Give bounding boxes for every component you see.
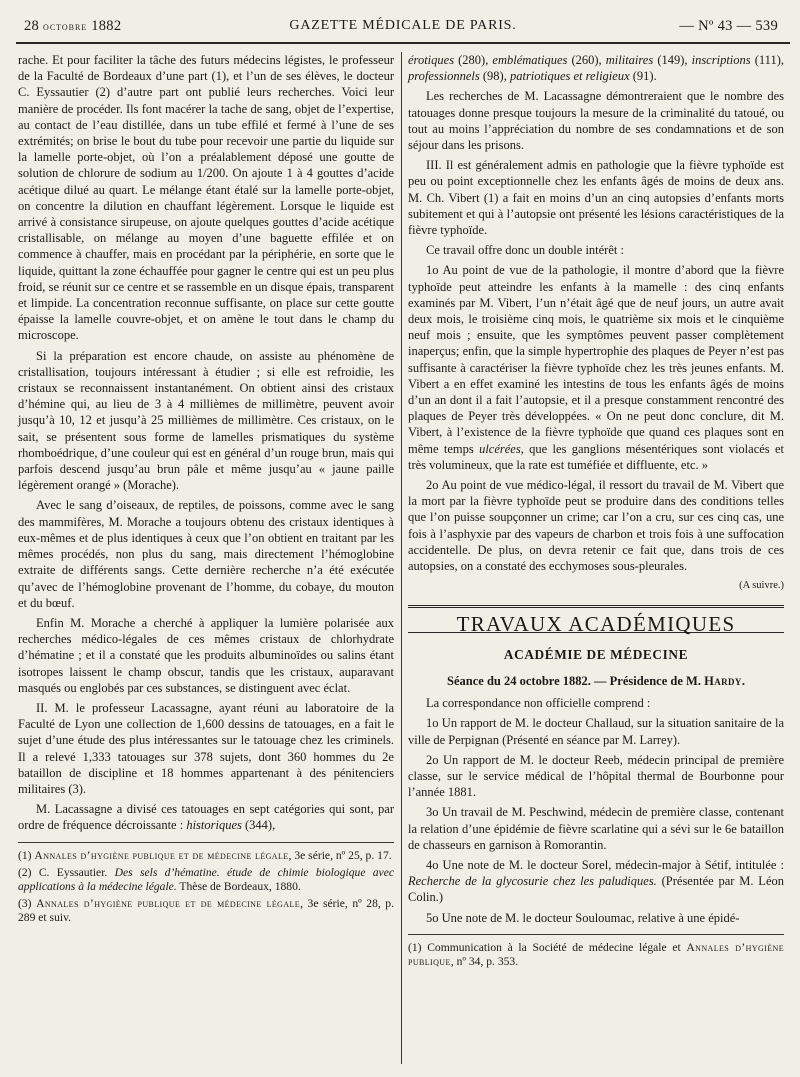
text-run: (1) xyxy=(18,848,35,862)
text-run-italic: Des sels d’hématine. étude de chimie biologique avec applications à la médecine légale. xyxy=(18,865,394,893)
journal-title: GAZETTE MÉDICALE DE PARIS. xyxy=(289,18,517,33)
academy-heading: ACADÉMIE DE MÉDECINE xyxy=(503,646,689,662)
category-name: emblématiques xyxy=(492,53,568,67)
text-run: (1) Communication à la Société de médecine légale et xyxy=(408,940,687,954)
category-name: patriotiques et religieux xyxy=(509,69,630,84)
left-paragraph-3: Avec le sang d’oiseaux, de reptiles, de poissons, comme avec le sang des mammifères, M. Morache a toujours obtenu des cristaux identiques à eux-mêmes et de plus identiques à ceux que l’on obtient en traitant par les mêmes procédés, non plus du sang, mais directement l’hémoglobine extraite de différents sangs. Cette dernière recherche n’a été exécutée qu’avec de l’hémoglobine provenant de l’homme, du cobaye, du mouton et du bœuf. xyxy=(18,498,394,610)
left-paragraph-1: rache. Et pour faciliter la tâche des futurs médecins légistes, le professeur de la Faculté de Bordeaux d’une part (1), et l’un de ses élèves, le docteur C. Eyssautier (2) d’autre part ont publié leurs recherches. Voici leur manière de procéder. Ils font macérer la tache de sang, objet de l’expertise, au contact de l’eau distillée, dans un tube effilé et fermé à l’une de ses extrémités; on brise le bout du tube pour recevoir une partie du liquide sur la lamelle porte-objet, où l’on a préalablement déposé une goutte de solution de chlorure de sodium au 1/200. On ajoute 1 à 4 gouttes d’acide acétique dilué au quart. Le mélange étant étalé sur la lamelle porte-objet, on concentre la dilution en chauffant légèrement. Lorsque le liquide est arrivé à consistance sirupeuse, on ajoute quelques gouttes d’acide acétique cristallisable, on mélange au moyen d’une baguette effilée et on commence à chauffer, mais en procédant par la périphérie, en sorte que le liquide, quittant la zone échauffée pour gagner le centre qui est un peu plus froid, se réunit sur ce centre et se rassemble en un disque épais, transparent et limpide. La concentration reconnue suffisante, on place sur cette goutte épaisse la lamelle couvre-objet, et on amène le tout dans le champ du microscope. xyxy=(18,53,394,343)
section-double-rule xyxy=(408,605,784,608)
text-run-smallcaps: Annales d’hygiène publique xyxy=(408,940,784,968)
correspondence-item-3: 3o Un travail de M. Peschwind, médecin de première classe, contenant la relation d’une épidémie de fièvre scarlatine qui a sévi sur le 6e bataillon de chasseurs en garnison à Romorantin. xyxy=(408,805,784,852)
date-day: 28 xyxy=(24,18,40,34)
text-run: , nº 34, p. 353. xyxy=(450,954,519,968)
right-paragraph-2: Les recherches de M. Lacassagne démontreraient que le nombre des tatouages donne presque toujours la mesure de la criminalité du tatoué, ou tout au moins l’appréciation du nombre de ses condamnations et de son séjour dans les prisons. xyxy=(408,89,784,153)
issue-number: — Nº 43 — 539 xyxy=(679,18,778,34)
category-name: militaires xyxy=(605,53,654,67)
left-paragraph-2: Si la préparation est encore chaude, on assiste au phénomène de cristallisation, toujours intéressant à étudier ; si elle est refroidie, les cristaux se reconnaissent instantanément. On obtient ainsi des cristaux d’hémine qui, au lieu de 3 à 4 millièmes de millimètre, peuvent avoir jusqu’à 10, 12 et jusqu’à 25 millièmes de millimètre. Ces cristaux, on le sait, se présentent sous forme de lamelles prismatiques du système rhomboédrique, d’une couleur qui est en général d’un rouge brun, mais qui parfois descend jusqu’au brun pâle et même jusqu’au « jaune paille légèrement orangé » (Morache). xyxy=(18,348,394,493)
header-rule xyxy=(16,42,790,44)
right-paragraph-4: Ce travail offre donc un double intérêt : xyxy=(426,243,624,258)
text-run: (Présentée par M. Léon Colin.) xyxy=(408,874,784,905)
category-count: (98), xyxy=(479,69,510,84)
category-name: inscriptions xyxy=(691,53,751,67)
footnote-1 xyxy=(18,849,394,863)
text-run: (3) xyxy=(18,896,37,910)
left-paragraph-5: II. M. le professeur Lacassagne, ayant réuni au laboratoire de la Faculté de Lyon une collection de 1,600 dessins de tatouages, en a fait le sujet d’une étude des plus intéressantes sur le tatouage chez les criminels. Il a relevé 1,333 tatouages sur 378 sujets, dont 360 hommes du 2e bataillon de discipline et 18 hommes appartenant à des pénitenciers militaires (3). xyxy=(18,700,394,796)
to-be-continued: (A suivre.) xyxy=(739,580,784,592)
right-column xyxy=(408,52,784,1062)
correspondence-item-1: 1o Un rapport de M. le docteur Challaud, sur la situation sanitaire de la ville de Perpignan (Présenté en séance par M. Larrey). xyxy=(408,716,784,747)
right-paragraph-6: 2o Au point de vue médico-légal, il ressort du travail de M. Vibert que la mort par la fièvre typhoïde peut se produire dans des conditions telles que l’on puisse soupçonner un crime; car l’on a cru, sur ces cinq cas, une fois à l’asphyxie par des vapeurs de charbon et trois fois à une suffocation accidentelle. De plus, on devra retenir ce fait que, dans trois de ces autopsies, on a constaté des ecchymoses sous-pleurales. xyxy=(408,478,784,574)
text-run: M. Lacassagne a divisé ces tatouages en sept catégories qui sont, par ordre de fréquence décroissante : xyxy=(18,802,394,833)
category-count: (149), xyxy=(653,53,692,67)
column-separator xyxy=(401,52,402,1064)
text-run-smallcaps: Hardy xyxy=(704,673,742,688)
category-count: (260), xyxy=(567,53,606,67)
right-paragraph-1 xyxy=(408,52,784,84)
text-run-italic: Recherche de la glycosurie chez les paludiques. xyxy=(408,874,657,889)
date-month: octobre xyxy=(43,19,88,33)
correspondence-item-5: 5o Une note de M. le docteur Souloumac, relative à une épidé- xyxy=(426,910,740,925)
text-run: 1o Au point de vue de la pathologie, il montre d’abord que la fièvre typhoïde peut atteindre les enfants à la mamelle : des cinq enfants examinés par M. Vibert, l’un n’était âgé que de neuf jours, un autre avait deux mois, le troisième cinq mois, le quatrième six mois et le cinquième neuf mois ; ensuite, que les symptômes peuvent passer complètement inaperçus; enfin, que la simple hypertrophie des plaques de Peyer n’est pas suffisante à caractériser la fièvre typhoïde chez les très jeunes enfants. M. Vibert a en effet examiné les intestins de tous les enfants âgés de moins d’un an dont il a fait l’autopsie, et il a presque constamment rencontré des plaques de Peyer très développées. « On ne peut donc conclure, dit M. Vibert, à l’existence de la fièvre typhoïde que quand ces plaques sont en même temps xyxy=(408,263,784,456)
text-run: 4o Une note de M. le docteur Sorel, médecin-major à Sétif, intitulée : xyxy=(426,857,784,872)
page-header xyxy=(16,10,790,44)
left-paragraph-6 xyxy=(18,801,394,833)
text-run: Thèse de Bordeaux, 1880. xyxy=(176,879,301,893)
text-run-smallcaps: Annales d’hygiène publique et de médecine légale xyxy=(36,896,301,910)
text-run-italic: ulcérées xyxy=(479,441,521,456)
category-name: professionnels xyxy=(408,69,480,84)
footnote-right-1 xyxy=(408,941,784,969)
text-run: (2) C. Eyssautier. xyxy=(18,865,115,879)
category-count: (111), xyxy=(750,53,784,67)
correspondence-item-2: 2o Un rapport de M. le docteur Reeb, médecin principal de première classe, sur le service médical de l’hôpital thermal de Bourbonne pour l’année 1881. xyxy=(408,752,784,800)
category-count: (280), xyxy=(454,53,493,67)
footnote-2 xyxy=(18,866,394,894)
text-run: (344), xyxy=(241,818,276,833)
text-run-smallcaps: Annales d’hygiène publique et de médecine légale xyxy=(34,848,289,862)
session-heading: Séance du 24 octobre 1882. — Présidence de M. Hardy. xyxy=(447,673,745,688)
left-column xyxy=(18,52,394,1062)
footnote-rule xyxy=(18,842,394,843)
correspondence-item-4 xyxy=(408,857,784,906)
category-count: (91). xyxy=(629,69,657,84)
text-run: Séance du 24 octobre 1882. — Présidence de M. xyxy=(447,673,705,688)
right-paragraph-3: III. Il est généralement admis en pathologie que la fièvre typhoïde est peu ou point exceptionnelle chez les enfants âgés de moins de deux ans. M. Ch. Vibert (1) a fait en moins d’un an cinq autopsies d’enfants morts subitement et qui à l’autopsie ont présenté les lésions caractéristiques de la fièvre typhoïde. xyxy=(408,158,784,238)
text-run: , que les ganglions mésentériques sont violacés et très volumineux, que la rate est tuméfiée et diffluente, etc. » xyxy=(408,441,784,472)
section-title: TRAVAUX ACADÉMIQUES xyxy=(456,611,736,636)
footnote-rule xyxy=(408,934,784,935)
text-run: , 3e série, nº 28, p. 289 et suiv. xyxy=(18,896,395,924)
right-paragraph-5 xyxy=(408,262,784,473)
correspondence-intro: La correspondance non officielle comprend : xyxy=(426,696,651,711)
footnote-3 xyxy=(18,897,394,925)
text-run: , 3e série, nº 25, p. 17. xyxy=(288,848,392,862)
text-run-italic: historiques xyxy=(186,818,242,833)
date-year: 1882 xyxy=(91,18,122,34)
category-name: érotiques xyxy=(408,53,455,67)
left-paragraph-4: Enfin M. Morache a cherché à appliquer la lumière polarisée aux recherches médico-légales de ces mêmes cristaux de chlorhydrate d’hématine ; et il a constaté que les produits albuminoïdes ou salins étant isotropes laissent le champ obscur, tandis que les cristaux, auparavant masqués ou englobés par ces substances, se distinguent avec éclat. xyxy=(18,615,394,695)
